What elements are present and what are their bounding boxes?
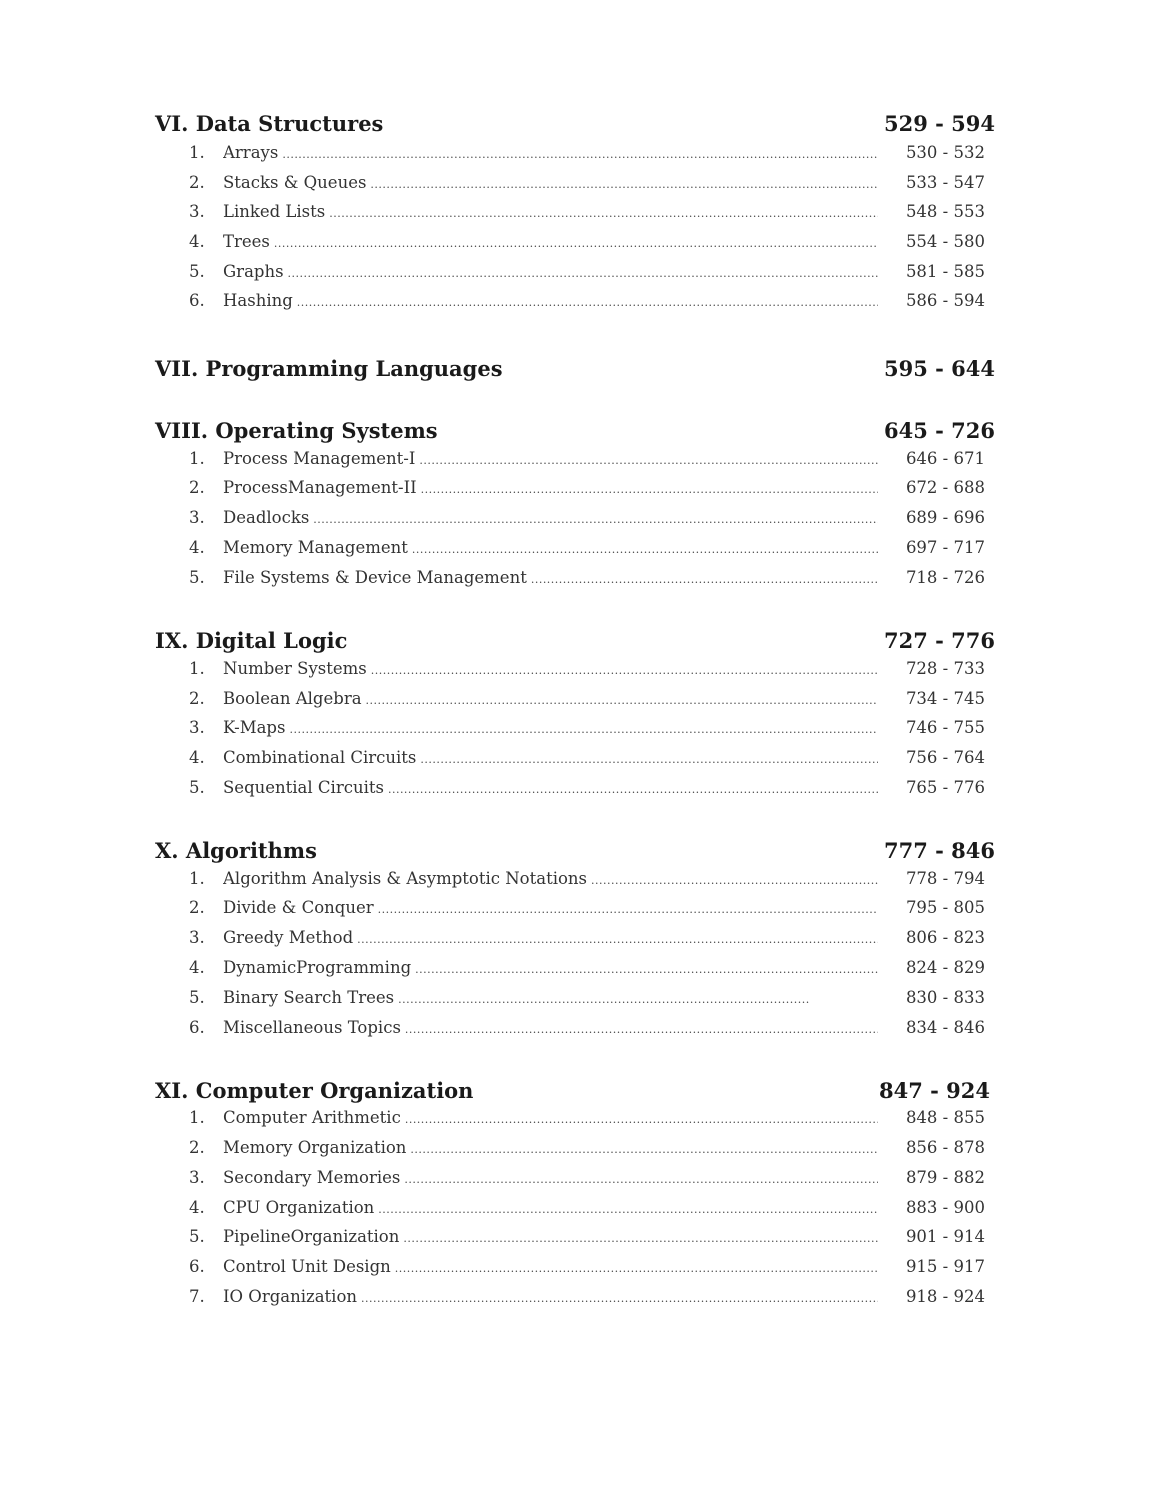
entry-number: 4.	[189, 538, 205, 557]
entry-page-range: 697 - 717	[905, 538, 985, 557]
section-title: X. Algorithms	[155, 838, 317, 863]
entry-number: 3.	[189, 508, 205, 527]
entry-number: 5.	[189, 778, 205, 797]
entry-title: Trees .....	[223, 232, 878, 251]
entry-number: 4.	[189, 232, 205, 251]
toc-entry	[189, 232, 985, 256]
entry-page-range: 879 - 882	[905, 1168, 985, 1187]
section-title: XI. Computer Organization	[155, 1078, 474, 1103]
toc-entry	[189, 1287, 985, 1311]
entry-number: 5.	[189, 988, 205, 1007]
entry-title: Graphs .....	[223, 262, 878, 281]
entry-number: 4.	[189, 1198, 205, 1217]
entry-page-range: 830 - 833	[905, 988, 985, 1007]
entry-title: Computer Arithmetic .....	[223, 1108, 878, 1127]
entry-title: Algorithm Analysis & Asymptotic Notations .....	[223, 869, 878, 888]
section-heading	[155, 356, 995, 386]
section-heading	[155, 111, 995, 141]
entry-number: 7.	[189, 1287, 205, 1306]
toc-entry	[189, 748, 985, 772]
entry-page-range: 533 - 547	[905, 173, 985, 192]
entry-number: 5.	[189, 568, 205, 587]
entry-page-range: 918 - 924	[905, 1287, 985, 1306]
entry-number: 2.	[189, 898, 205, 917]
entry-title: Process Management-I .....	[223, 449, 878, 468]
entry-title: Greedy Method .....	[223, 928, 878, 947]
entry-title: K-Maps .....	[223, 718, 878, 737]
section-title: VIII. Operating Systems	[155, 418, 438, 443]
entry-page-range: 728 - 733	[905, 659, 985, 678]
section-title: VII. Programming Languages	[155, 356, 503, 381]
entry-page-range: 718 - 726	[905, 568, 985, 587]
section-page-range: 777 - 846	[883, 838, 995, 863]
entry-title: Binary Search Trees .....	[223, 988, 810, 1007]
section-page-range: 595 - 644	[883, 356, 995, 381]
entry-number: 3.	[189, 718, 205, 737]
toc-entry	[189, 988, 985, 1012]
entry-page-range: 834 - 846	[905, 1018, 985, 1037]
section-page-range: 529 - 594	[883, 111, 995, 136]
toc-entry	[189, 689, 985, 713]
entry-number: 6.	[189, 1018, 205, 1037]
entry-page-range: 824 - 829	[905, 958, 985, 977]
toc-entry	[189, 718, 985, 742]
entry-title: PipelineOrganization .....	[223, 1227, 878, 1246]
toc-entry	[189, 449, 985, 473]
entry-page-range: 530 - 532	[905, 143, 985, 162]
toc-entry	[189, 262, 985, 286]
entry-title: Number Systems .....	[223, 659, 878, 678]
entry-page-range: 778 - 794	[905, 869, 985, 888]
entry-page-range: 554 - 580	[905, 232, 985, 251]
toc-entry	[189, 1257, 985, 1281]
entry-title: Secondary Memories .....	[223, 1168, 878, 1187]
toc-entry	[189, 568, 985, 592]
toc-entry	[189, 958, 985, 982]
entry-page-range: 734 - 745	[905, 689, 985, 708]
section-heading	[155, 1078, 990, 1108]
toc-entry	[189, 143, 985, 167]
section-page-range: 645 - 726	[883, 418, 995, 443]
entry-number: 2.	[189, 1138, 205, 1157]
entry-number: 5.	[189, 1227, 205, 1246]
entry-number: 6.	[189, 291, 205, 310]
entry-page-range: 689 - 696	[905, 508, 985, 527]
toc-entry	[189, 659, 985, 683]
entry-title: Control Unit Design .....	[223, 1257, 878, 1276]
entry-number: 3.	[189, 1168, 205, 1187]
entry-page-range: 915 - 917	[905, 1257, 985, 1276]
entry-title: Linked Lists .....	[223, 202, 878, 221]
entry-number: 4.	[189, 958, 205, 977]
entry-page-range: 672 - 688	[905, 478, 985, 497]
section-heading	[155, 838, 995, 868]
entry-title: Memory Organization .....	[223, 1138, 878, 1157]
entry-number: 6.	[189, 1257, 205, 1276]
toc-entry	[189, 291, 985, 315]
entry-title: IO Organization .....	[223, 1287, 878, 1306]
entry-title: Memory Management .....	[223, 538, 878, 557]
entry-title: CPU Organization .....	[223, 1198, 878, 1217]
entry-page-range: 883 - 900	[905, 1198, 985, 1217]
entry-title: Deadlocks .....	[223, 508, 878, 527]
entry-page-range: 806 - 823	[905, 928, 985, 947]
entry-page-range: 746 - 755	[905, 718, 985, 737]
entry-title: Arrays .....	[223, 143, 878, 162]
entry-number: 2.	[189, 478, 205, 497]
entry-title: Sequential Circuits .....	[223, 778, 878, 797]
entry-title: DynamicProgramming .....	[223, 958, 878, 977]
toc-entry	[189, 1198, 985, 1222]
toc-entry	[189, 869, 985, 893]
toc-entry	[189, 173, 985, 197]
section-title: IX. Digital Logic	[155, 628, 348, 653]
entry-page-range: 548 - 553	[905, 202, 985, 221]
entry-number: 3.	[189, 928, 205, 947]
entry-page-range: 856 - 878	[905, 1138, 985, 1157]
entry-number: 1.	[189, 1108, 205, 1127]
toc-entry	[189, 508, 985, 532]
entry-title: File Systems & Device Management .....	[223, 568, 878, 587]
toc-entry	[189, 1108, 985, 1132]
entry-title: Hashing .....	[223, 291, 878, 310]
entry-page-range: 756 - 764	[905, 748, 985, 767]
entry-title: ProcessManagement-II .....	[223, 478, 878, 497]
toc-entry	[189, 928, 985, 952]
entry-page-range: 581 - 585	[905, 262, 985, 281]
section-page-range: 727 - 776	[883, 628, 995, 653]
toc-entry	[189, 1168, 985, 1192]
entry-page-range: 646 - 671	[905, 449, 985, 468]
toc-entry	[189, 1018, 985, 1042]
entry-title: Boolean Algebra .....	[223, 689, 878, 708]
entry-number: 4.	[189, 748, 205, 767]
entry-page-range: 795 - 805	[905, 898, 985, 917]
entry-number: 1.	[189, 449, 205, 468]
entry-title: Miscellaneous Topics .....	[223, 1018, 878, 1037]
entry-number: 1.	[189, 659, 205, 678]
entry-page-range: 901 - 914	[905, 1227, 985, 1246]
entry-page-range: 765 - 776	[905, 778, 985, 797]
entry-number: 3.	[189, 202, 205, 221]
entry-page-range: 586 - 594	[905, 291, 985, 310]
section-heading	[155, 628, 995, 658]
toc-entry	[189, 1227, 985, 1251]
entry-title: Divide & Conquer .....	[223, 898, 878, 917]
entry-title: Stacks & Queues .....	[223, 173, 878, 192]
section-page-range: 847 - 924	[878, 1078, 990, 1103]
entry-number: 1.	[189, 869, 205, 888]
toc-entry	[189, 778, 985, 802]
toc-entry	[189, 898, 985, 922]
toc-entry	[189, 202, 985, 226]
section-heading	[155, 418, 995, 448]
entry-number: 1.	[189, 143, 205, 162]
toc-entry	[189, 478, 985, 502]
section-title: VI. Data Structures	[155, 111, 384, 136]
entry-number: 2.	[189, 689, 205, 708]
entry-number: 5.	[189, 262, 205, 281]
entry-number: 2.	[189, 173, 205, 192]
toc-entry	[189, 538, 985, 562]
entry-title: Combinational Circuits .....	[223, 748, 878, 767]
entry-page-range: 848 - 855	[905, 1108, 985, 1127]
toc-entry	[189, 1138, 985, 1162]
